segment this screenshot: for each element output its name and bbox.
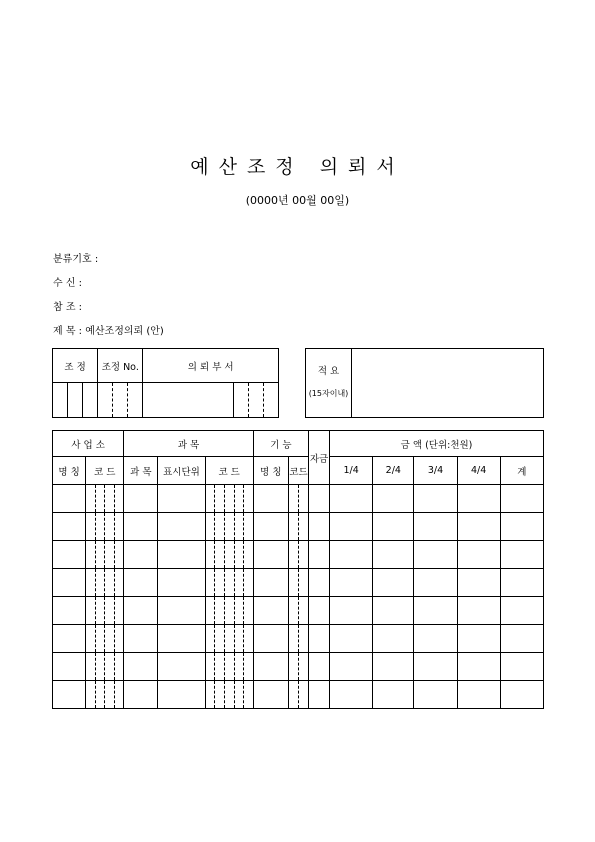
form-cell[interactable] xyxy=(288,625,308,653)
form-cell[interactable] xyxy=(500,513,543,541)
form-cell[interactable] xyxy=(414,597,457,625)
form-cell[interactable] xyxy=(253,569,288,597)
fund-header: 자금 xyxy=(308,431,329,485)
form-cell[interactable] xyxy=(124,485,158,513)
function-code-header: 코드 xyxy=(288,457,308,485)
summary-value-cell[interactable] xyxy=(352,349,544,418)
form-cell[interactable] xyxy=(414,541,457,569)
form-cell[interactable] xyxy=(158,653,205,681)
form-cell[interactable] xyxy=(288,541,308,569)
table-row xyxy=(53,569,544,597)
form-cell[interactable] xyxy=(373,597,414,625)
summary-note: (15자이내) xyxy=(308,389,349,398)
form-cell[interactable] xyxy=(158,569,205,597)
form-cell[interactable] xyxy=(205,569,253,597)
form-cell[interactable] xyxy=(53,681,86,709)
form-cell[interactable] xyxy=(158,597,205,625)
form-cell[interactable] xyxy=(373,569,414,597)
form-cell[interactable] xyxy=(205,681,253,709)
form-cell[interactable] xyxy=(53,541,86,569)
recipient-label: 수 신 : xyxy=(53,278,83,289)
form-cell[interactable] xyxy=(500,681,543,709)
requesting-dept-header: 의 뢰 부 서 xyxy=(143,349,279,383)
summary-header xyxy=(306,349,352,418)
form-cell[interactable] xyxy=(457,485,500,513)
form-cell[interactable] xyxy=(457,681,500,709)
form-cell[interactable] xyxy=(205,513,253,541)
form-cell[interactable] xyxy=(414,485,457,513)
form-cell[interactable] xyxy=(86,681,124,709)
form-cell[interactable] xyxy=(158,681,205,709)
form-cell[interactable] xyxy=(373,625,414,653)
summary-table xyxy=(305,348,544,418)
form-cell[interactable] xyxy=(414,625,457,653)
form-cell[interactable] xyxy=(205,541,253,569)
form-cell[interactable] xyxy=(308,569,329,597)
account-item-header: 과 목 xyxy=(124,457,158,485)
form-cell[interactable] xyxy=(158,485,205,513)
form-cell[interactable] xyxy=(330,513,373,541)
form-cell[interactable] xyxy=(330,681,373,709)
form-cell[interactable] xyxy=(308,485,329,513)
table-row xyxy=(53,653,544,681)
form-cell[interactable] xyxy=(124,681,158,709)
form-cell[interactable] xyxy=(205,597,253,625)
q4-header: 4/4 xyxy=(457,457,500,485)
form-cell[interactable] xyxy=(500,625,543,653)
form-cell[interactable] xyxy=(253,653,288,681)
table-row xyxy=(53,513,544,541)
adjust-no-header: 조정 No. xyxy=(98,349,143,383)
form-cell[interactable] xyxy=(414,513,457,541)
function-name-header: 명 칭 xyxy=(253,457,288,485)
form-cell[interactable] xyxy=(253,681,288,709)
document-date: (0000년 00월 00일) xyxy=(245,194,350,207)
q2-header: 2/4 xyxy=(373,457,414,485)
form-cell[interactable] xyxy=(288,681,308,709)
q1-header: 1/4 xyxy=(330,457,373,485)
form-cell[interactable] xyxy=(373,541,414,569)
form-cell[interactable] xyxy=(500,597,543,625)
form-cell[interactable] xyxy=(457,653,500,681)
form-cell[interactable] xyxy=(457,569,500,597)
form-cell[interactable] xyxy=(330,653,373,681)
form-cell[interactable] xyxy=(53,597,86,625)
form-cell[interactable] xyxy=(253,513,288,541)
form-cell[interactable] xyxy=(205,625,253,653)
form-cell[interactable] xyxy=(500,541,543,569)
form-cell[interactable] xyxy=(86,653,124,681)
form-cell[interactable] xyxy=(158,625,205,653)
form-cell[interactable] xyxy=(86,485,124,513)
form-cell[interactable] xyxy=(158,541,205,569)
reference-label: 참 조 : xyxy=(53,302,83,313)
amount-header: 금 액 (단위:천원) xyxy=(330,431,544,457)
form-cell[interactable] xyxy=(330,485,373,513)
form-cell[interactable] xyxy=(158,513,205,541)
form-cell[interactable] xyxy=(373,513,414,541)
form-cell[interactable] xyxy=(308,541,329,569)
form-cell[interactable] xyxy=(373,653,414,681)
name-header: 명 칭 xyxy=(53,457,86,485)
document-title: 예산조정 의뢰서 xyxy=(190,156,405,178)
form-cell[interactable] xyxy=(373,485,414,513)
subject-label: 제 목 : xyxy=(53,326,83,337)
adjust-no-cell[interactable] xyxy=(98,383,143,418)
classification-label: 분류기호 : xyxy=(53,254,99,265)
form-cell[interactable] xyxy=(253,597,288,625)
adjust-cell-2[interactable] xyxy=(68,383,83,418)
subject-line xyxy=(53,322,164,337)
form-cell[interactable] xyxy=(288,513,308,541)
form-cell[interactable] xyxy=(53,513,86,541)
form-cell[interactable] xyxy=(308,513,329,541)
form-cell[interactable] xyxy=(53,569,86,597)
form-cell[interactable] xyxy=(457,513,500,541)
form-cell[interactable] xyxy=(124,541,158,569)
form-cell[interactable] xyxy=(308,597,329,625)
dept-name-cell[interactable] xyxy=(143,383,233,418)
form-cell[interactable] xyxy=(457,541,500,569)
recipient-line xyxy=(53,274,82,289)
summary-label: 적 요 xyxy=(317,366,340,377)
form-cell[interactable] xyxy=(414,681,457,709)
form-cell[interactable] xyxy=(414,569,457,597)
form-cell[interactable] xyxy=(124,513,158,541)
display-unit-header: 표시단위 xyxy=(158,457,205,485)
classification-line xyxy=(53,250,98,265)
form-cell[interactable] xyxy=(86,513,124,541)
form-cell[interactable] xyxy=(124,625,158,653)
form-cell[interactable] xyxy=(500,485,543,513)
form-cell[interactable] xyxy=(308,625,329,653)
form-cell[interactable] xyxy=(253,485,288,513)
adjust-cell-1[interactable] xyxy=(53,383,68,418)
q3-header: 3/4 xyxy=(414,457,457,485)
form-cell[interactable] xyxy=(124,597,158,625)
form-cell[interactable] xyxy=(330,597,373,625)
table-row xyxy=(53,681,544,709)
form-cell[interactable] xyxy=(253,541,288,569)
form-cell[interactable] xyxy=(330,569,373,597)
subject-value: 예산조정의뢰 (안) xyxy=(85,326,164,337)
form-cell[interactable] xyxy=(288,597,308,625)
account-header: 과 목 xyxy=(124,431,254,457)
form-cell[interactable] xyxy=(253,625,288,653)
adjustment-table xyxy=(52,348,279,418)
form-cell[interactable] xyxy=(373,681,414,709)
table-row xyxy=(53,625,544,653)
form-cell[interactable] xyxy=(53,625,86,653)
form-cell[interactable] xyxy=(86,541,124,569)
adjust-header: 조 정 xyxy=(53,349,98,383)
form-cell[interactable] xyxy=(53,653,86,681)
form-cell[interactable] xyxy=(288,569,308,597)
form-cell[interactable] xyxy=(124,653,158,681)
form-cell[interactable] xyxy=(86,569,124,597)
budget-table xyxy=(52,430,544,709)
form-cell[interactable] xyxy=(308,681,329,709)
form-cell[interactable] xyxy=(330,625,373,653)
form-cell[interactable] xyxy=(288,653,308,681)
form-cell[interactable] xyxy=(205,653,253,681)
form-cell[interactable] xyxy=(500,653,543,681)
form-cell[interactable] xyxy=(457,625,500,653)
reference-line xyxy=(53,298,82,313)
form-cell[interactable] xyxy=(500,569,543,597)
table-row xyxy=(53,597,544,625)
business-header: 사 업 소 xyxy=(53,431,124,457)
table-row xyxy=(53,485,544,513)
form-cell[interactable] xyxy=(86,597,124,625)
form-cell[interactable] xyxy=(308,653,329,681)
total-header: 계 xyxy=(500,457,543,485)
form-cell[interactable] xyxy=(288,485,308,513)
adjust-cell-3[interactable] xyxy=(83,383,98,418)
form-cell[interactable] xyxy=(330,541,373,569)
function-header: 기 능 xyxy=(253,431,308,457)
form-cell[interactable] xyxy=(86,625,124,653)
table-row xyxy=(53,541,544,569)
code-header: 코 드 xyxy=(86,457,124,485)
dept-code-cell[interactable] xyxy=(233,383,278,418)
account-code-header: 코 드 xyxy=(205,457,253,485)
form-cell[interactable] xyxy=(205,485,253,513)
form-cell[interactable] xyxy=(53,485,86,513)
form-cell[interactable] xyxy=(414,653,457,681)
form-cell[interactable] xyxy=(457,597,500,625)
form-cell[interactable] xyxy=(124,569,158,597)
